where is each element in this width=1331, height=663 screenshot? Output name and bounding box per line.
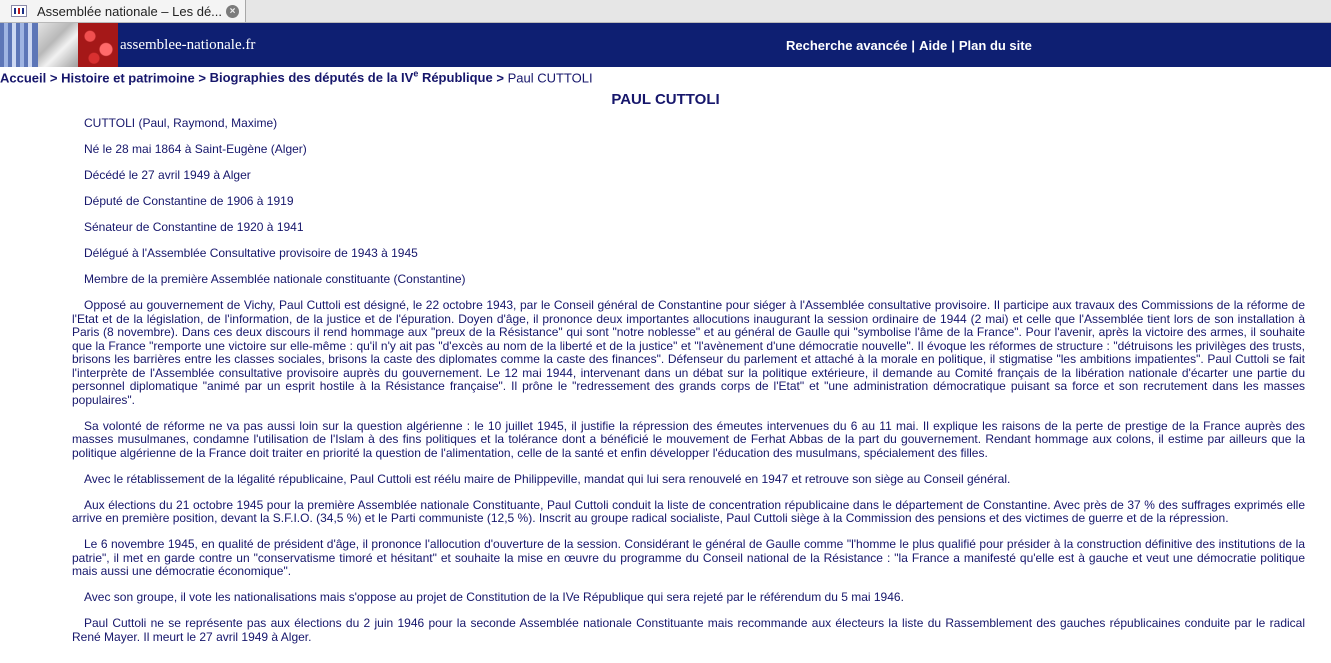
tab-close-icon[interactable]: × <box>226 5 239 18</box>
breadcrumb-biographies[interactable] <box>210 70 493 85</box>
fact-member: Membre de la première Assemblée nationale constituante (Constantine) <box>84 272 466 286</box>
breadcrumb-history[interactable]: Histoire et patrimoine <box>61 70 195 86</box>
fact-senator: Sénateur de Constantine de 1920 à 1941 <box>84 220 304 234</box>
breadcrumb-separator: > <box>496 70 504 86</box>
fact-death: Décédé le 27 avril 1949 à Alger <box>84 168 251 182</box>
biography-paragraph: Paul Cuttoli ne se représente pas aux élections du 2 juin 1946 pour la seconde Assemblée nationale Constituante mais recommande aux électeurs la liste du Rassemblement des gauches républicaines conduite par le radical René Mayer. Il meurt le 27 avril 1949 à Alger. <box>72 616 1305 644</box>
fact-deputy: Député de Constantine de 1906 à 1919 <box>84 194 294 208</box>
breadcrumb-home[interactable]: Accueil <box>0 70 47 86</box>
top-links <box>786 23 1032 67</box>
biography-paragraph: Le 6 novembre 1945, en qualité de président d'âge, il prononce l'allocution d'ouverture de la session. Considérant le général de Gaulle comme "l'homme le plus qualifié pour présider à la construction définitive des institutions de la patrie", il met en garde contre un "conservatisme timoré et hésitant" et souhaite la mise en œuvre du programme du Conseil national de la Résistance : "la France a manifesté qu'elle est à gauche et veut une démocratie politique mais aussi une démocratie économique". <box>72 537 1305 578</box>
statue-image <box>38 23 78 67</box>
breadcrumb-separator: > <box>49 70 58 86</box>
palais-bourbon-image <box>0 23 38 67</box>
header-banner <box>0 23 118 67</box>
breadcrumb-sup: e <box>413 69 419 79</box>
help-link[interactable]: Aide <box>919 37 948 53</box>
breadcrumb-biographies-tail: République <box>418 70 493 86</box>
biography-paragraph: Avec le rétablissement de la légalité républicaine, Paul Cuttoli est réélu maire de Philippeville, mandat qui lui sera renouvelé en 1947 et retrouve son siège au Conseil général. <box>84 471 1011 486</box>
fact-delegate: Délégué à l'Assemblée Consultative provisoire de 1943 à 1945 <box>84 246 418 260</box>
link-separator: | <box>911 37 916 53</box>
page-title: PAUL CUTTOLI <box>611 91 720 108</box>
biography-paragraph: Sa volonté de réforme ne va pas aussi loin sur la question algérienne : le 10 juillet 1945, il justifie la répression des émeutes intervenues du 6 au 11 mai. Il explique les raisons de la perte de prestige de la France auprès des masses musulmanes, condamne l'utilisation de l'Islam à des fins politiques et la tolérance dont a bénéficié le mouvement de Ferhat Abbas de la part du gouvernement. Rendant hommage aux colons, il estime par ailleurs que la politique algérienne de la France doit traiter en priorité la question de l'alimentation, celle de la santé et enfin développer l'éducation des musulmans, spécialement des filles. <box>72 418 1305 460</box>
biography-paragraph: Aux élections du 21 octobre 1945 pour la première Assemblée nationale Constituante, Paul Cuttoli conduit la liste de concentration républicaine dans le département de Constantine. Avec près de 37 % des suffrages exprimés elle arrive en première position, devant la S.F.I.O. (34,5 %) et le Parti communiste (12,5 %). Inscrit au groupe radical socialiste, Paul Cuttoli siège à la Commission des pensions et des victimes de guerre et de la répression. <box>72 497 1305 525</box>
link-separator: | <box>951 37 955 53</box>
browser-tab-strip <box>0 0 1331 23</box>
breadcrumb-separator: > <box>198 70 206 86</box>
site-header <box>0 23 1331 67</box>
biography-paragraph: Opposé au gouvernement de Vichy, Paul Cuttoli est désigné, le 22 octobre 1943, par le Conseil général de Constantine pour siéger à l'Assemblée consultative provisoire. Il participe aux travaux des Commissions de la réforme de l'Etat et de la législation, de l'information, de la justice et de l'épuration. Doyen d'âge, il prononce deux importantes allocutions inaugurant la session ordinaire de 1944 (2 mai) et celle que l'Assemblée tient lors de son installation à Paris (8 novembre). Dans ces deux discours il rend hommage aux "preux de la Résistance" qui sont "notre noblesse" et au général de Gaulle qui "symbolise l'âme de la France". Pour l'avenir, après la victoire des armes, il souhaite que la France "remporte une victoire sur elle-même : qu'il n'y ait pas "d'excès au nom de la liberté et de la justice" et "l'avènement d'une démocratie nouvelle". Il évoque les réformes de structure : "détruisons les privilèges des trusts, brisons les barrières entre les classes sociales, brisons la caste des diplomates comme la caste des finances". Défenseur du parlement et attaché à la morale en politique, il stigmatise "les ambitions impatientes". Paul Cuttoli se fait l'interprète de l'Assemblée consultative provisoire auprès du gouvernement. Le 12 mai 1944, intervenant dans un débat sur la politique extérieure, il demande au Comité français de la libération nationale d'écarter une partie du personnel diplomatique "animé par un esprit hostile à la Résistance française". Il prône le "redressement des grands corps de l'Etat" et "une administration démocratique puisant sa force et son recrutement dans les masses populaires". <box>72 298 1305 407</box>
sitemap-link[interactable]: Plan du site <box>958 37 1032 53</box>
breadcrumb-current: Paul CUTTOLI <box>507 70 593 86</box>
hemicycle-image <box>78 23 118 67</box>
breadcrumb <box>0 67 1331 87</box>
tab-title: Assemblée nationale – Les dé... <box>37 3 223 19</box>
biography-content <box>0 117 1331 644</box>
biography-paragraph: Avec son groupe, il vote les nationalisations mais s'oppose au projet de Constitution de la IVe République qui sera rejeté par le référendum du 5 mai 1946. <box>84 590 904 604</box>
browser-tab[interactable] <box>0 0 246 22</box>
site-logo[interactable]: assemblee-nationale.fr <box>120 36 256 53</box>
breadcrumb-biographies-label: Biographies des députés de la IV <box>209 70 414 86</box>
site-favicon-icon <box>11 5 27 17</box>
fact-full-name: CUTTOLI (Paul, Raymond, Maxime) <box>84 116 278 130</box>
advanced-search-link[interactable]: Recherche avancée <box>786 37 908 53</box>
fact-birth: Né le 28 mai 1864 à Saint-Eugène (Alger) <box>84 142 307 156</box>
